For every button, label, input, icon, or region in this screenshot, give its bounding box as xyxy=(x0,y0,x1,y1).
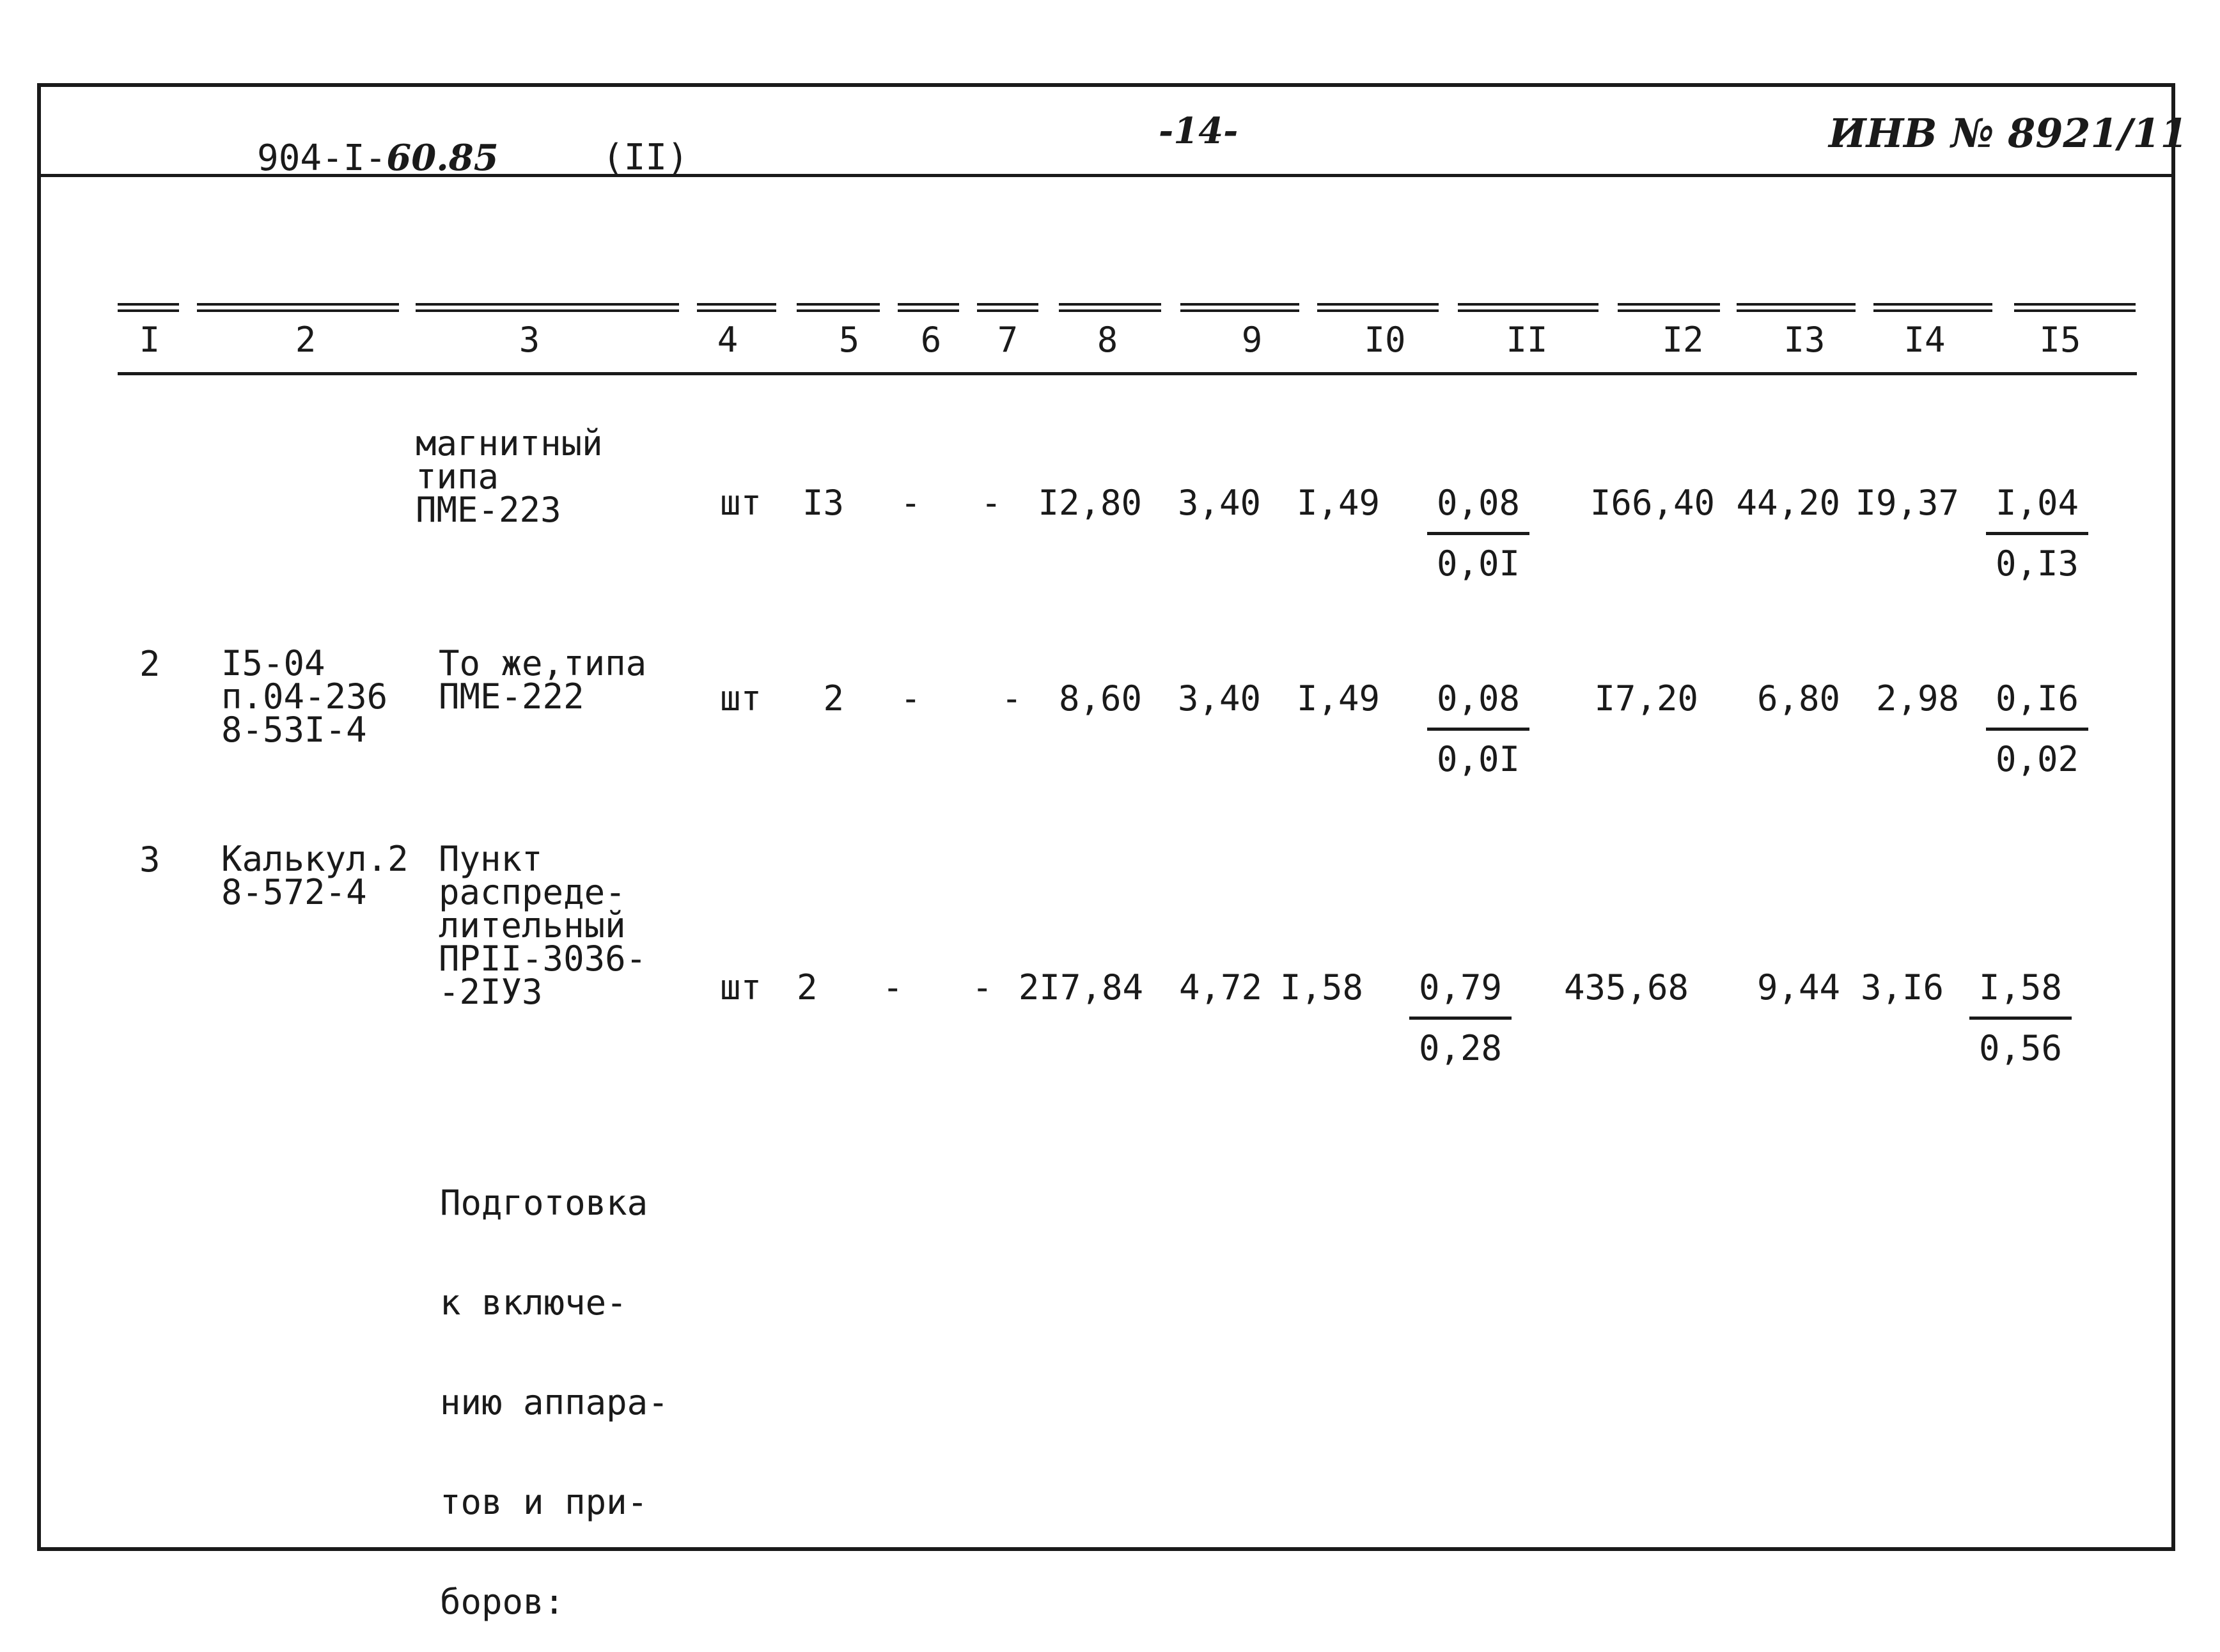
header-double-rule xyxy=(197,303,399,312)
fraction-numerator: 0,I6 xyxy=(1986,682,2088,731)
column-number: 7 xyxy=(997,320,1019,360)
col-12-value: I7,20 xyxy=(1594,678,1698,719)
doc-code-printed: 904-I- xyxy=(257,137,387,179)
item-name-line: То же,типа xyxy=(439,643,647,683)
fraction-numerator: I,58 xyxy=(1969,970,2072,1020)
reference xyxy=(221,839,409,912)
col-11-fraction xyxy=(1427,678,1529,779)
column-number: I0 xyxy=(1364,320,1406,360)
quantity: 2 xyxy=(823,678,844,719)
header-double-rule xyxy=(1180,303,1299,312)
col-7-value: - xyxy=(972,967,993,1008)
fraction-denominator: 0,28 xyxy=(1418,1028,1503,1068)
fraction-denominator: 0,0I xyxy=(1436,739,1520,779)
col-12-value: 435,68 xyxy=(1564,967,1689,1008)
column-number: 5 xyxy=(838,320,860,360)
col-14-value: I9,37 xyxy=(1855,483,1959,523)
reference-line: 8-572-4 xyxy=(221,872,367,912)
section-heading-line: к включе- xyxy=(440,1282,627,1323)
doc-part: (II) xyxy=(602,137,689,178)
row-number: 2 xyxy=(139,644,160,684)
col-9-value: 3,40 xyxy=(1177,483,1261,523)
column-number: 4 xyxy=(717,320,739,360)
col-11-fraction xyxy=(1427,483,1529,584)
header-double-rule xyxy=(416,303,679,312)
reference-line: Калькул.2 xyxy=(221,839,409,879)
header-double-rule xyxy=(1059,303,1161,312)
quantity: 2 xyxy=(797,967,818,1008)
unit: шт xyxy=(720,967,762,1008)
col-11-fraction xyxy=(1409,967,1512,1068)
col-13-value: 9,44 xyxy=(1756,967,1840,1008)
fraction-numerator: I,04 xyxy=(1986,486,2088,535)
column-number: 2 xyxy=(295,320,317,360)
row-number: 3 xyxy=(139,839,160,880)
unit: шт xyxy=(720,678,762,719)
col-6-value: - xyxy=(900,678,921,719)
col-13-value: 44,20 xyxy=(1736,483,1840,523)
item-name-line: распреде- xyxy=(439,872,626,912)
col-15-fraction xyxy=(1986,483,2088,584)
fraction-denominator: 0,02 xyxy=(1995,739,2079,779)
reference-line: п.04-236 xyxy=(221,676,388,717)
reference-line: 8-53I-4 xyxy=(221,710,367,750)
column-number: I xyxy=(139,320,160,360)
item-name-line: -2IУ3 xyxy=(439,972,543,1012)
col-10-value: I,49 xyxy=(1296,678,1380,719)
doc-code-handwritten: 60.85 xyxy=(386,137,499,179)
reference-line: I5-04 xyxy=(221,643,325,683)
col-10-value: I,58 xyxy=(1279,967,1363,1008)
header-double-rule xyxy=(977,303,1038,312)
item-name xyxy=(439,643,647,717)
column-number: I4 xyxy=(1903,320,1946,360)
col-10-value: I,49 xyxy=(1296,483,1380,523)
section-heading-line: нию аппара- xyxy=(440,1382,669,1422)
unit: шт xyxy=(720,483,762,523)
col-7-value: - xyxy=(1001,678,1022,719)
fraction-denominator: 0,I3 xyxy=(1995,543,2079,584)
section-heading-line: тов и при- xyxy=(440,1482,648,1522)
item-name-line: ПМЕ-222 xyxy=(439,676,584,717)
column-number: 9 xyxy=(1241,320,1263,360)
fraction-numerator: 0,08 xyxy=(1427,682,1529,731)
col-6-value: - xyxy=(900,483,921,523)
quantity: I3 xyxy=(802,483,844,523)
section-heading-line: боров: xyxy=(440,1582,565,1622)
header-double-rule xyxy=(1317,303,1439,312)
item-name xyxy=(439,839,647,1012)
doc-code xyxy=(257,137,499,179)
header-double-rule xyxy=(697,303,776,312)
header-double-rule xyxy=(797,303,880,312)
item-name-line: Пункт xyxy=(439,839,543,879)
col-7-value: - xyxy=(981,483,1002,523)
reference xyxy=(221,643,388,750)
header-double-rule xyxy=(1737,303,1856,312)
col-13-value: 6,80 xyxy=(1756,678,1840,719)
column-header-rule xyxy=(118,372,2137,375)
inventory-number: ИНВ № 8921/11 xyxy=(1829,110,2188,157)
header-double-rule xyxy=(1873,303,1992,312)
header-double-rule xyxy=(1618,303,1720,312)
column-number: 8 xyxy=(1097,320,1118,360)
col-8-value: 8,60 xyxy=(1058,678,1142,719)
col-12-value: I66,40 xyxy=(1590,483,1715,523)
column-number: I5 xyxy=(2039,320,2081,360)
section-heading xyxy=(440,1120,669,1652)
header-double-rule xyxy=(898,303,959,312)
col-15-fraction xyxy=(1986,678,2088,779)
column-number: 6 xyxy=(920,320,942,360)
page-number: -14- xyxy=(1159,110,1239,152)
col-14-value: 2,98 xyxy=(1875,678,1959,719)
col-9-value: 3,40 xyxy=(1177,678,1261,719)
column-number: II xyxy=(1506,320,1548,360)
fraction-denominator: 0,56 xyxy=(1978,1028,2063,1068)
item-name-line: ПМЕ-223 xyxy=(416,490,561,530)
header-double-rule xyxy=(2014,303,2136,312)
section-heading-line: Подготовка xyxy=(440,1183,648,1223)
col-15-fraction xyxy=(1969,967,2072,1068)
header-double-rule xyxy=(1458,303,1599,312)
column-number: I2 xyxy=(1662,320,1704,360)
col-9-value: 4,72 xyxy=(1178,967,1262,1008)
item-name-line: ПРII-3036- xyxy=(439,939,647,979)
item-name-line: лительный xyxy=(439,905,626,946)
fraction-numerator: 0,79 xyxy=(1409,970,1512,1020)
header-double-rule xyxy=(118,303,179,312)
col-8-value: I2,80 xyxy=(1038,483,1142,523)
fraction-numerator: 0,08 xyxy=(1427,486,1529,535)
item-name-line: типа xyxy=(416,456,499,497)
col-6-value: - xyxy=(882,967,903,1008)
column-number: 3 xyxy=(519,320,540,360)
item-name xyxy=(416,423,603,530)
col-14-value: 3,I6 xyxy=(1860,967,1944,1008)
col-8-value: 2I7,84 xyxy=(1018,967,1143,1008)
item-name-line: магнитный xyxy=(416,423,603,464)
fraction-denominator: 0,0I xyxy=(1436,543,1520,584)
column-number: I3 xyxy=(1783,320,1825,360)
